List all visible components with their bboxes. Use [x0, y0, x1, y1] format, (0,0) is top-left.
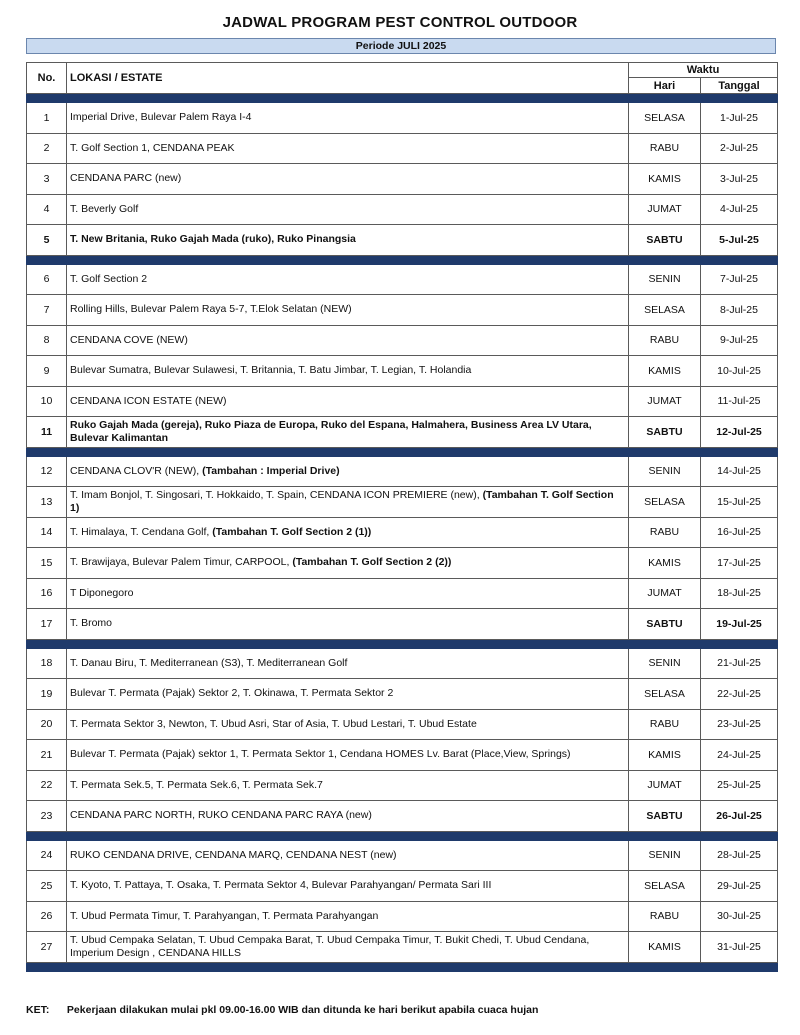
- separator-cell: [701, 962, 778, 971]
- lokasi-text: CENDANA PARC (new): [70, 172, 182, 185]
- cell-no: 13: [27, 487, 67, 518]
- cell-no: 2: [27, 133, 67, 164]
- cell-tanggal: 11-Jul-25: [701, 386, 778, 417]
- cell-lokasi: [67, 648, 629, 679]
- table-row: [27, 901, 778, 932]
- table-row: [27, 648, 778, 679]
- cell-tanggal: 15-Jul-25: [701, 487, 778, 518]
- cell-hari: RABU: [629, 133, 701, 164]
- separator-cell: [629, 831, 701, 840]
- separator-cell: [701, 831, 778, 840]
- separator-cell: [67, 831, 629, 840]
- week-separator: [27, 94, 778, 103]
- cell-no: 27: [27, 932, 67, 963]
- cell-no: 6: [27, 264, 67, 295]
- lokasi-text: T. Brawijaya, Bulevar Palem Timur, CARPOOL,: [70, 556, 293, 569]
- cell-lokasi: [67, 709, 629, 740]
- lokasi-text: CENDANA ICON ESTATE (NEW): [70, 394, 227, 407]
- table-row: [27, 264, 778, 295]
- table-row: [27, 225, 778, 256]
- cell-hari: RABU: [629, 709, 701, 740]
- cell-lokasi: [67, 194, 629, 225]
- cell-no: 19: [27, 679, 67, 710]
- cell-tanggal: 31-Jul-25: [701, 932, 778, 963]
- separator-cell: [27, 255, 67, 264]
- separator-cell: [629, 639, 701, 648]
- cell-hari: KAMIS: [629, 548, 701, 579]
- cell-hari: KAMIS: [629, 164, 701, 195]
- separator-cell: [27, 447, 67, 456]
- cell-no: 25: [27, 871, 67, 902]
- table-row: [27, 164, 778, 195]
- cell-lokasi: [67, 801, 629, 832]
- table-row: [27, 840, 778, 871]
- lokasi-text: T. Golf Section 2: [70, 272, 148, 285]
- table-row: [27, 548, 778, 579]
- table-row: [27, 740, 778, 771]
- lokasi-extra-text: (Tambahan T. Golf Section 1): [70, 488, 614, 514]
- cell-no: 11: [27, 417, 67, 448]
- table-row: [27, 517, 778, 548]
- lokasi-text: T. Danau Biru, T. Mediterranean (S3), T. Mediterranean Golf: [70, 656, 348, 669]
- lokasi-text: CENDANA PARC NORTH, RUKO CENDANA PARC RAYA (new): [70, 809, 372, 822]
- cell-tanggal: 24-Jul-25: [701, 740, 778, 771]
- cell-lokasi: [67, 325, 629, 356]
- cell-tanggal: 7-Jul-25: [701, 264, 778, 295]
- cell-lokasi: [67, 578, 629, 609]
- cell-lokasi: [67, 840, 629, 871]
- cell-tanggal: 1-Jul-25: [701, 103, 778, 134]
- cell-tanggal: 3-Jul-25: [701, 164, 778, 195]
- table-row: [27, 609, 778, 640]
- lokasi-text: T. New Britania, Ruko Gajah Mada (ruko), Ruko Pinangsia: [70, 233, 356, 246]
- cell-hari: SABTU: [629, 801, 701, 832]
- lokasi-text: T. Imam Bonjol, T. Singosari, T. Hokkaido, T. Spain, CENDANA ICON PREMIERE (new),: [70, 488, 483, 501]
- cell-lokasi: [67, 609, 629, 640]
- cell-no: 10: [27, 386, 67, 417]
- separator-cell: [629, 94, 701, 103]
- cell-no: 4: [27, 194, 67, 225]
- lokasi-text: Rolling Hills, Bulevar Palem Raya 5-7, T.Elok Selatan (NEW): [70, 303, 352, 316]
- footer-note: [26, 1004, 538, 1016]
- table-row: [27, 356, 778, 387]
- separator-cell: [67, 962, 629, 971]
- cell-tanggal: 9-Jul-25: [701, 325, 778, 356]
- cell-tanggal: 19-Jul-25: [701, 609, 778, 640]
- table-row: [27, 386, 778, 417]
- lokasi-text: T Diponegoro: [70, 586, 134, 599]
- table-row: [27, 932, 778, 963]
- cell-hari: JUMAT: [629, 194, 701, 225]
- table-row: [27, 456, 778, 487]
- lokasi-text: Bulevar T. Permata (Pajak) sektor 1, T. Permata Sektor 1, Cendana HOMES Lv. Barat (Place,View, Springs): [70, 748, 571, 761]
- cell-hari: JUMAT: [629, 770, 701, 801]
- cell-hari: SABTU: [629, 609, 701, 640]
- lokasi-text: Bulevar Sumatra, Bulevar Sulawesi, T. Britannia, T. Batu Jimbar, T. Legian, T. Holandia: [70, 364, 472, 377]
- cell-tanggal: 28-Jul-25: [701, 840, 778, 871]
- lokasi-text: T. Permata Sek.5, T. Permata Sek.6, T. Permata Sek.7: [70, 778, 323, 791]
- week-separator: [27, 831, 778, 840]
- cell-hari: JUMAT: [629, 578, 701, 609]
- lokasi-extra-text: (Tambahan T. Golf Section 2 (1)): [212, 525, 372, 538]
- cell-tanggal: 17-Jul-25: [701, 548, 778, 579]
- cell-hari: SELASA: [629, 487, 701, 518]
- table-row: [27, 709, 778, 740]
- cell-no: 24: [27, 840, 67, 871]
- cell-hari: SELASA: [629, 295, 701, 326]
- separator-cell: [27, 962, 67, 971]
- table-header-row: [27, 63, 778, 78]
- cell-lokasi: [67, 901, 629, 932]
- cell-no: 17: [27, 609, 67, 640]
- lokasi-text: CENDANA CLOV'R (NEW),: [70, 464, 203, 477]
- lokasi-text: T. Permata Sektor 3, Newton, T. Ubud Asri, Star of Asia, T. Ubud Lestari, T. Ubud Estate: [70, 717, 477, 730]
- table-row: [27, 133, 778, 164]
- separator-cell: [629, 255, 701, 264]
- cell-tanggal: 23-Jul-25: [701, 709, 778, 740]
- table-row: [27, 487, 778, 518]
- week-separator: [27, 255, 778, 264]
- cell-lokasi: [67, 679, 629, 710]
- separator-cell: [629, 962, 701, 971]
- table-row: [27, 295, 778, 326]
- separator-cell: [67, 639, 629, 648]
- header-hari: Hari: [629, 78, 701, 94]
- cell-hari: SELASA: [629, 871, 701, 902]
- cell-no: 14: [27, 517, 67, 548]
- cell-hari: SABTU: [629, 225, 701, 256]
- week-separator: [27, 639, 778, 648]
- cell-tanggal: 18-Jul-25: [701, 578, 778, 609]
- footer-note-label: KET:: [26, 1004, 50, 1016]
- cell-tanggal: 4-Jul-25: [701, 194, 778, 225]
- cell-hari: SENIN: [629, 456, 701, 487]
- lokasi-text: T. Bromo: [70, 617, 113, 630]
- lokasi-text: CENDANA COVE (NEW): [70, 333, 188, 346]
- cell-lokasi: [67, 456, 629, 487]
- cell-lokasi: [67, 740, 629, 771]
- cell-tanggal: 25-Jul-25: [701, 770, 778, 801]
- cell-hari: SENIN: [629, 648, 701, 679]
- cell-lokasi: [67, 264, 629, 295]
- cell-lokasi: [67, 417, 629, 448]
- lokasi-extra-text: (Tambahan : Imperial Drive): [202, 464, 340, 477]
- table-row: [27, 871, 778, 902]
- separator-cell: [701, 447, 778, 456]
- lokasi-text: T. Kyoto, T. Pattaya, T. Osaka, T. Permata Sektor 4, Bulevar Parahyangan/ Permata Sari III: [70, 879, 492, 892]
- cell-lokasi: [67, 932, 629, 963]
- cell-no: 12: [27, 456, 67, 487]
- period-banner: Periode JULI 2025: [26, 38, 776, 54]
- cell-hari: KAMIS: [629, 740, 701, 771]
- lokasi-text: T. Ubud Cempaka Selatan, T. Ubud Cempaka Barat, T. Ubud Cempaka Timur, T. Bukit Chedi, T. Ubud Cendana, Imperium Design , CENDANA HILLS: [70, 933, 590, 959]
- cell-no: 9: [27, 356, 67, 387]
- cell-tanggal: 8-Jul-25: [701, 295, 778, 326]
- cell-hari: KAMIS: [629, 356, 701, 387]
- lokasi-text: T. Beverly Golf: [70, 202, 139, 215]
- lokasi-text: RUKO CENDANA DRIVE, CENDANA MARQ, CENDANA NEST (new): [70, 848, 397, 861]
- cell-hari: SABTU: [629, 417, 701, 448]
- cell-no: 18: [27, 648, 67, 679]
- table-row: [27, 679, 778, 710]
- cell-tanggal: 16-Jul-25: [701, 517, 778, 548]
- cell-no: 21: [27, 740, 67, 771]
- table-row: [27, 103, 778, 134]
- cell-tanggal: 22-Jul-25: [701, 679, 778, 710]
- cell-hari: SENIN: [629, 840, 701, 871]
- lokasi-text: T. Himalaya, T. Cendana Golf,: [70, 525, 213, 538]
- schedule-table: [26, 62, 778, 972]
- header-no: No.: [27, 63, 67, 94]
- cell-tanggal: 10-Jul-25: [701, 356, 778, 387]
- table-row: [27, 578, 778, 609]
- table-row: [27, 770, 778, 801]
- cell-no: 7: [27, 295, 67, 326]
- table-row: [27, 194, 778, 225]
- cell-tanggal: 21-Jul-25: [701, 648, 778, 679]
- header-lokasi: LOKASI / ESTATE: [67, 63, 629, 94]
- cell-no: 26: [27, 901, 67, 932]
- cell-lokasi: [67, 103, 629, 134]
- table-row: [27, 325, 778, 356]
- cell-lokasi: [67, 295, 629, 326]
- cell-hari: KAMIS: [629, 932, 701, 963]
- separator-cell: [27, 639, 67, 648]
- cell-hari: SENIN: [629, 264, 701, 295]
- lokasi-text: Imperial Drive, Bulevar Palem Raya I-4: [70, 111, 252, 124]
- lokasi-text: Ruko Gajah Mada (gereja), Ruko Piaza de Europa, Ruko del Espana, Halmahera, Business Area LV Utara, Bulevar Kalimantan: [70, 418, 592, 444]
- cell-lokasi: [67, 225, 629, 256]
- week-separator: [27, 447, 778, 456]
- separator-cell: [701, 94, 778, 103]
- cell-lokasi: [67, 386, 629, 417]
- table-row: [27, 417, 778, 448]
- cell-no: 8: [27, 325, 67, 356]
- cell-lokasi: [67, 517, 629, 548]
- cell-lokasi: [67, 770, 629, 801]
- header-tanggal: Tanggal: [701, 78, 778, 94]
- cell-hari: RABU: [629, 325, 701, 356]
- cell-tanggal: 14-Jul-25: [701, 456, 778, 487]
- cell-hari: SELASA: [629, 679, 701, 710]
- cell-tanggal: 26-Jul-25: [701, 801, 778, 832]
- cell-lokasi: [67, 356, 629, 387]
- cell-no: 23: [27, 801, 67, 832]
- cell-hari: RABU: [629, 517, 701, 548]
- separator-cell: [701, 639, 778, 648]
- lokasi-extra-text: (Tambahan T. Golf Section 2 (2)): [292, 556, 452, 569]
- cell-no: 3: [27, 164, 67, 195]
- cell-hari: JUMAT: [629, 386, 701, 417]
- cell-no: 15: [27, 548, 67, 579]
- separator-cell: [27, 831, 67, 840]
- separator-cell: [27, 94, 67, 103]
- cell-tanggal: 2-Jul-25: [701, 133, 778, 164]
- cell-no: 5: [27, 225, 67, 256]
- cell-tanggal: 30-Jul-25: [701, 901, 778, 932]
- lokasi-text: T. Golf Section 1, CENDANA PEAK: [70, 141, 235, 154]
- separator-cell: [67, 94, 629, 103]
- cell-no: 22: [27, 770, 67, 801]
- cell-tanggal: 12-Jul-25: [701, 417, 778, 448]
- separator-cell: [701, 255, 778, 264]
- cell-tanggal: 5-Jul-25: [701, 225, 778, 256]
- lokasi-text: T. Ubud Permata Timur, T. Parahyangan, T. Permata Parahyangan: [70, 909, 379, 922]
- cell-lokasi: [67, 164, 629, 195]
- cell-lokasi: [67, 548, 629, 579]
- separator-cell: [629, 447, 701, 456]
- separator-cell: [67, 255, 629, 264]
- cell-no: 16: [27, 578, 67, 609]
- cell-hari: SELASA: [629, 103, 701, 134]
- cell-lokasi: [67, 487, 629, 518]
- week-separator: [27, 962, 778, 971]
- separator-cell: [67, 447, 629, 456]
- cell-no: 1: [27, 103, 67, 134]
- cell-lokasi: [67, 871, 629, 902]
- lokasi-text: Bulevar T. Permata (Pajak) Sektor 2, T. Okinawa, T. Permata Sektor 2: [70, 687, 394, 700]
- table-row: [27, 801, 778, 832]
- cell-hari: RABU: [629, 901, 701, 932]
- cell-tanggal: 29-Jul-25: [701, 871, 778, 902]
- document-title: JADWAL PROGRAM PEST CONTROL OUTDOOR: [222, 14, 578, 31]
- cell-no: 20: [27, 709, 67, 740]
- header-waktu: Waktu: [629, 63, 778, 78]
- cell-lokasi: [67, 133, 629, 164]
- footer-note-text: Pekerjaan dilakukan mulai pkl 09.00-16.00 WIB dan ditunda ke hari berikut apabila cuaca hujan: [66, 1004, 539, 1016]
